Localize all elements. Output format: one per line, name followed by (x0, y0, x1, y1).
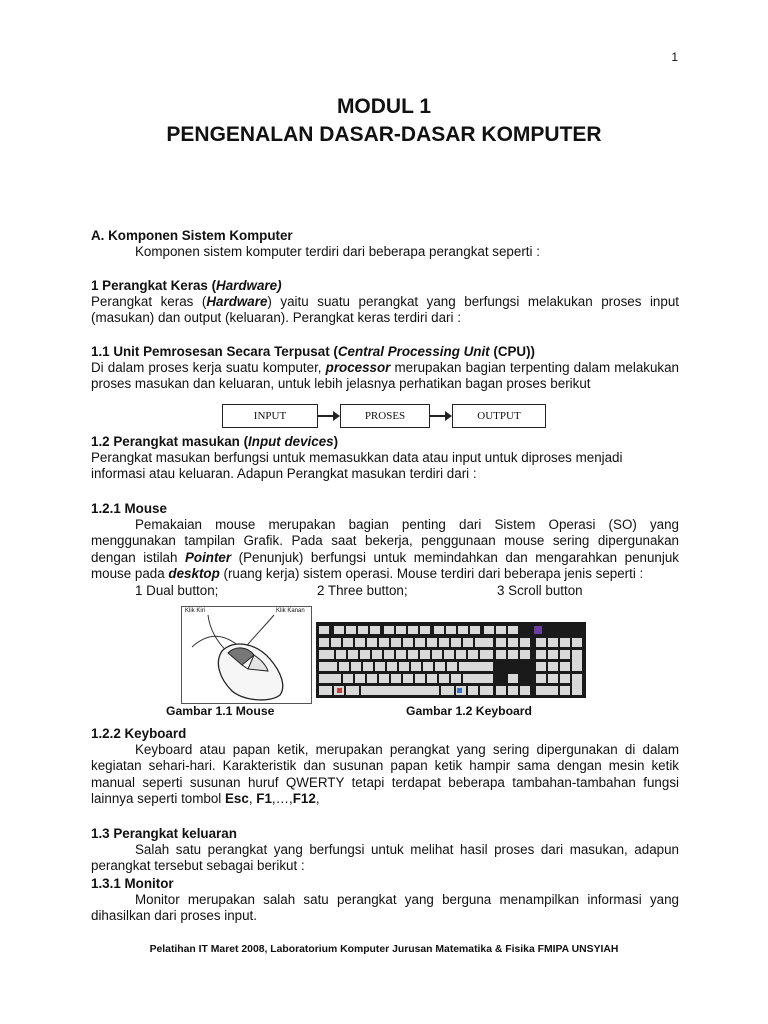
section-1-3 (91, 826, 679, 875)
page-footer: Pelatihan IT Maret 2008, Laboratorium Komputer Jurusan Matematika & Fisika FMIPA UNSYIAH (149, 944, 619, 955)
section-1-2-2-text: Keyboard atau papan ketik, merupakan perangkat yang sering dipergunakan di dalam kegiatan sehari-hari. Karakteristik dan susunan papan ketik hampir sama dengan mesin ketik manual seperti susunan huruf QWERTY tetapi terdapat beberapa tambahan-tambahan fungsi lainnya seperti tombol Esc, F1,…,F12, (91, 742, 679, 806)
section-1-3-1 (91, 876, 679, 925)
section-1-2-text: Perangkat masukan berfungsi untuk memasukkan data atau input untuk diproses menjadi informasi atau keluaran. Adapun Perangkat masukan terdiri dari : (91, 450, 623, 482)
mouse-illustration (182, 607, 311, 703)
flow-input-box: INPUT (222, 404, 318, 428)
page-number: 1 (671, 50, 678, 64)
section-1-2-2 (91, 726, 679, 807)
section-1-1 (91, 344, 679, 393)
section-1-3-1-text: Monitor merupakan salah satu perangkat yang berguna menampilkan informasi yang dihasilkan dari proses input. (91, 892, 679, 924)
section-1-2-1-text: Pemakaian mouse merupakan bagian penting dari Sistem Operasi (SO) yang menggunakan tampilan Grafik. Pada saat bekerja, penggunaan mouse sering dipergunakan dengan istilah Pointer (Penunjuk) berfungsi untuk memindahkan dan mengarahkan penunjuk mouse pada desktop (ruang kerja) sistem operasi. Mouse terdiri dari beberapa jenis seperti : (91, 517, 679, 581)
flow-output-box: OUTPUT (452, 404, 546, 428)
section-1-2 (91, 434, 679, 483)
section-1-2-heading: 1.2 Perangkat masukan (Input devices) (91, 434, 339, 449)
section-1-3-heading: 1.3 Perangkat keluaran (91, 826, 237, 841)
mouse-type-item: 2 Three button; (317, 583, 408, 598)
mouse-type-item: 1 Dual button; (135, 583, 219, 598)
mouse-figure (181, 606, 312, 704)
section-a-text: Komponen sistem komputer terdiri dari beberapa perangkat seperti : (135, 244, 540, 260)
section-1-text: Perangkat keras (Hardware) yaitu suatu perangkat yang berfungsi melakukan proses input (masukan) dan output (keluaran). Perangkat keras terdiri dari : (91, 294, 679, 326)
section-a-heading: A. Komponen Sistem Komputer (91, 228, 293, 243)
mouse-type-item: 3 Scroll button (497, 583, 583, 598)
section-1-heading: 1 Perangkat Keras (Hardware) (91, 278, 282, 293)
keyboard-keys (316, 622, 586, 698)
keyboard-caption: Gambar 1.2 Keyboard (406, 704, 532, 718)
section-1-1-heading: 1.1 Unit Pemrosesan Secara Terpusat (Central Processing Unit (CPU)) (91, 344, 536, 359)
module-title: MODUL 1 (336, 95, 432, 118)
keyboard-illustration (316, 622, 586, 698)
mouse-right-click-label: Klik Kanan (276, 608, 305, 614)
module-subtitle: PENGENALAN DASAR-DASAR KOMPUTER (166, 123, 602, 146)
flow-arrow-icon (430, 405, 452, 427)
section-1-2-1-heading: 1.2.1 Mouse (91, 501, 167, 516)
section-1-2-2-heading: 1.2.2 Keyboard (91, 726, 187, 741)
flow-proses-box: PROSES (340, 404, 430, 428)
section-a (91, 228, 679, 260)
process-flow-diagram (222, 404, 546, 428)
section-1-2-1 (91, 501, 679, 582)
section-1-1-text: Di dalam proses kerja suatu komputer, processor merupakan bagian terpenting dalam melakukan proses masukan dan keluaran, untuk lebih jelasnya perhatikan bagan proses berikut (91, 360, 679, 392)
mouse-caption: Gambar 1.1 Mouse (166, 704, 275, 718)
section-1-3-text: Salah satu perangkat yang berfungsi untuk melihat hasil proses dari masukan, adapun perangkat tersebut sebagai berikut : (91, 842, 679, 874)
flow-arrow-icon (318, 405, 340, 427)
section-1 (91, 278, 679, 327)
mouse-left-click-label: Klik Kiri (185, 608, 206, 614)
section-1-3-1-heading: 1.3.1 Monitor (91, 876, 174, 891)
